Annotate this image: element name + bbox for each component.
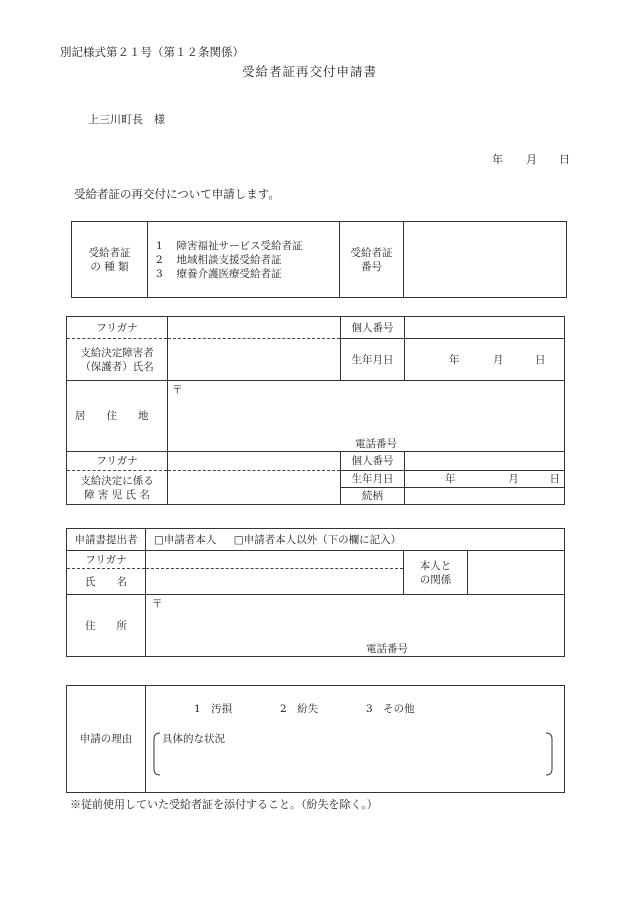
date-day-label: 日 (559, 153, 570, 166)
submitter-phone-label: 電話番号 (366, 643, 408, 655)
child-birthdate-field[interactable] (405, 471, 565, 488)
details-box[interactable] (152, 732, 554, 776)
reason-option[interactable]: 2 紛失 (280, 703, 319, 715)
submitter-furigana-field[interactable] (146, 551, 404, 569)
child-furigana-field[interactable] (168, 452, 341, 471)
recipient: 上三川町長 様 (88, 113, 165, 126)
relation-label: 続柄 (341, 488, 405, 505)
cert-number-label-1: 受給者証 (350, 246, 393, 259)
child-name-label-2: 障 害 児 氏 名 (84, 488, 150, 501)
furigana-label: フリガナ (67, 317, 168, 339)
child-name-label (67, 471, 168, 505)
child-birthdate-label: 生年月日 (341, 471, 405, 488)
phone-label: 電話番号 (355, 438, 397, 450)
applicant-name-field[interactable] (168, 339, 341, 381)
submitter-furigana-label: フリガナ (67, 551, 146, 569)
reason-table (66, 685, 565, 793)
child-name-label-1: 支給決定に係る (80, 474, 154, 487)
reason-option[interactable]: 1 汚損 (194, 703, 233, 715)
cert-type-option[interactable]: 1 障害福祉サービス受給者証 (156, 239, 303, 252)
submitter-name-field[interactable] (146, 569, 404, 595)
submitter-relation-label-1: 本人と (419, 559, 452, 572)
child-personal-number-field[interactable] (405, 452, 565, 471)
intro-text: 受給者証の再交付について申請します。 (74, 187, 280, 201)
reason-options (194, 702, 415, 716)
submitter-relation-label (404, 551, 468, 595)
reason-label: 申請の理由 (67, 686, 146, 793)
personal-number-label: 個人番号 (341, 317, 405, 339)
submitter-relation-label-2: の関係 (419, 573, 452, 586)
applicant-name-label (67, 339, 168, 381)
date-year-label: 年 (492, 153, 503, 166)
birth-day-label: 日 (535, 353, 546, 366)
child-birth-year-label: 年 (445, 473, 456, 485)
submitter-address-field[interactable] (146, 595, 565, 657)
submitter-relation-field[interactable] (468, 551, 565, 595)
submitter-label: 申請書提出者 (67, 529, 146, 551)
cert-number-field[interactable] (404, 222, 567, 298)
postal-mark: 〒 (172, 384, 183, 396)
cert-type-options (148, 222, 340, 298)
furigana-field[interactable] (168, 317, 341, 339)
cert-type-label-2: の 種 類 (90, 260, 129, 273)
birth-month-label: 月 (493, 353, 504, 366)
cert-number-label-2: 番号 (361, 260, 382, 273)
form-number: 別記様式第２１号（第１２条関係） (60, 45, 244, 59)
cert-type-label-1: 受給者証 (88, 246, 131, 259)
reason-option[interactable]: 3 その他 (366, 703, 415, 715)
applicant-table (66, 316, 565, 505)
personal-number-field[interactable] (405, 317, 565, 339)
birth-year-label: 年 (449, 353, 460, 366)
relation-field[interactable] (405, 488, 565, 505)
date-month-label: 月 (526, 153, 537, 166)
applicant-name-label-2: （保護者）氏名 (80, 360, 154, 373)
address-label: 居 住 地 (67, 381, 168, 452)
reason-field (146, 686, 565, 793)
footnote: ※従前使用していた受給者証を添付すること。（紛失を除く。） (70, 798, 378, 811)
cert-type-option[interactable]: 2 地域相談支援受給者証 (156, 253, 282, 266)
submitter-address-label: 住 所 (67, 595, 146, 657)
cert-type-option[interactable]: 3 療養介護医療受給者証 (156, 267, 282, 280)
submitter-other-checkbox[interactable]: □申請者本人以外（下の欄に記入） (233, 533, 402, 546)
child-furigana-label: フリガナ (67, 452, 168, 471)
page-title: 受給者証再交付申請書 (242, 64, 378, 79)
submitter-table (66, 528, 565, 657)
submitter-postal-mark: 〒 (152, 598, 163, 610)
submitter-options (146, 529, 565, 551)
birthdate-label: 生年月日 (341, 339, 405, 381)
submitter-name-label: 氏 名 (67, 569, 146, 595)
child-name-field[interactable] (168, 471, 341, 505)
cert-type-label (72, 222, 148, 298)
child-birth-month-label: 月 (508, 473, 519, 485)
address-field[interactable] (168, 381, 565, 452)
details-label: 具体的な状況 (162, 733, 225, 745)
birthdate-field[interactable] (405, 339, 565, 381)
child-birth-day-label: 日 (549, 473, 560, 485)
cert-number-label (340, 222, 404, 298)
submitter-self-checkbox[interactable]: □申請者本人 (154, 533, 217, 546)
applicant-name-label-1: 支給決定障害者 (80, 346, 154, 359)
child-personal-number-label: 個人番号 (341, 452, 405, 471)
cert-type-table (71, 221, 567, 298)
